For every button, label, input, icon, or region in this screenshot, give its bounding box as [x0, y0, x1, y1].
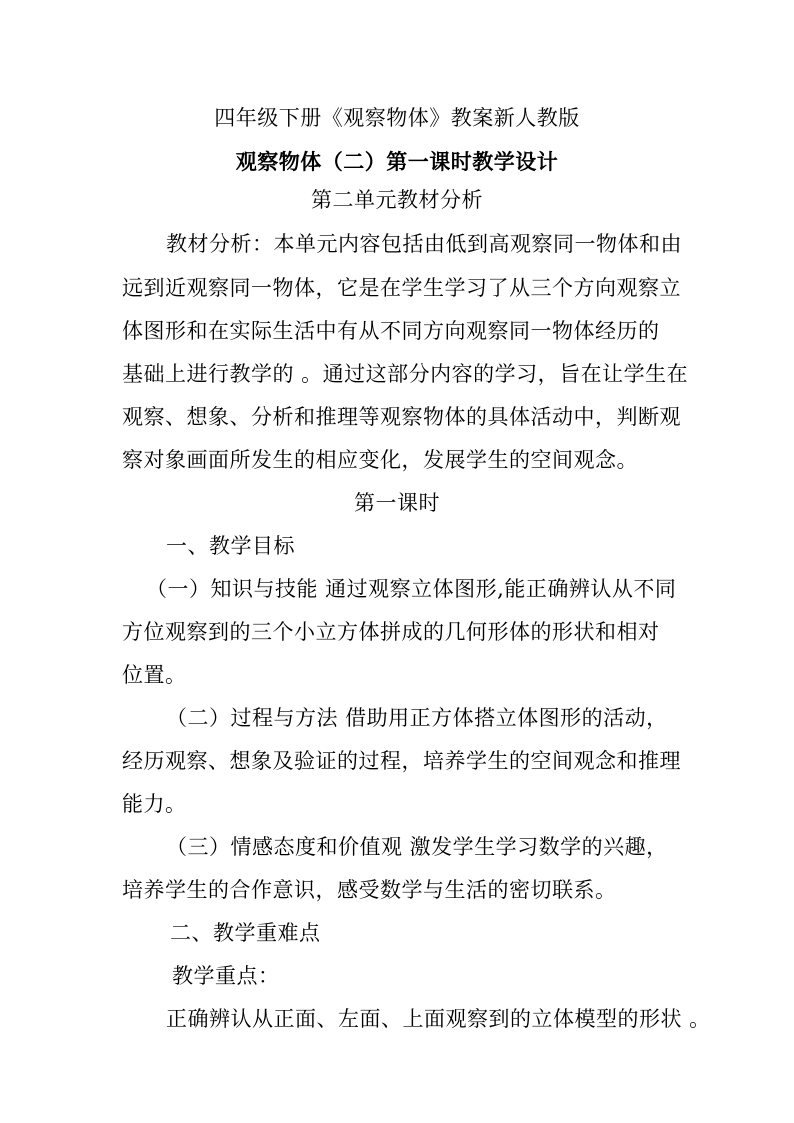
- paragraph-line: 方位观察到的三个小立方体拼成的几何形体的形状和相对: [122, 620, 660, 644]
- lesson-heading: 第一课时: [354, 491, 440, 515]
- goals-heading: 一、教学目标: [166, 534, 295, 558]
- paragraph-line: 观察、想象、分析和推理等观察物体的具体活动中，判断观: [122, 405, 681, 429]
- paragraph-line: 经历观察、想象及验证的过程，培养学生的空间观念和推理: [122, 749, 681, 773]
- key-point-text: 正确辨认从正面、左面、上面观察到的立体模型的形状 。: [166, 1007, 711, 1031]
- paragraph-line: 基础上进行教学的 。通过这部分内容的学习，旨在让学生在: [122, 362, 689, 386]
- paragraph-line: （一）知识与技能 通过观察立体图形,能正确辨认从不同: [146, 577, 677, 601]
- paragraph-line: 察对象画面所发生的相应变化，发展学生的空间观念。: [122, 448, 638, 472]
- paragraph-line: （二）过程与方法 借助用正方体搭立体图形的活动，: [166, 706, 668, 730]
- unit-heading: 第二单元教材分析: [311, 188, 483, 212]
- paragraph-line: 远到近观察同一物体，它是在学生学习了从三个方向观察立: [122, 276, 681, 300]
- paragraph-line: 能力。: [122, 792, 187, 816]
- paragraph-line: 位置。: [122, 663, 187, 687]
- paragraph-line: 培养学生的合作意识，感受数学与生活的密切联系。: [122, 878, 617, 902]
- paragraph-line: 体图形和在实际生活中有从不同方向观察同一物体经历的: [122, 319, 660, 343]
- document-title: 四年级下册《观察物体》教案新人教版: [214, 106, 580, 130]
- document-subtitle: 观察物体（二）第一课时教学设计: [235, 149, 559, 174]
- paragraph-line: （三）情感态度和价值观 激发学生学习数学的兴趣，: [166, 835, 668, 859]
- key-point-label: 教学重点：: [172, 964, 280, 988]
- paragraph-line: 教材分析：本单元内容包括由低到高观察同一物体和由: [166, 232, 682, 256]
- key-points-heading: 二、教学重难点: [170, 921, 321, 945]
